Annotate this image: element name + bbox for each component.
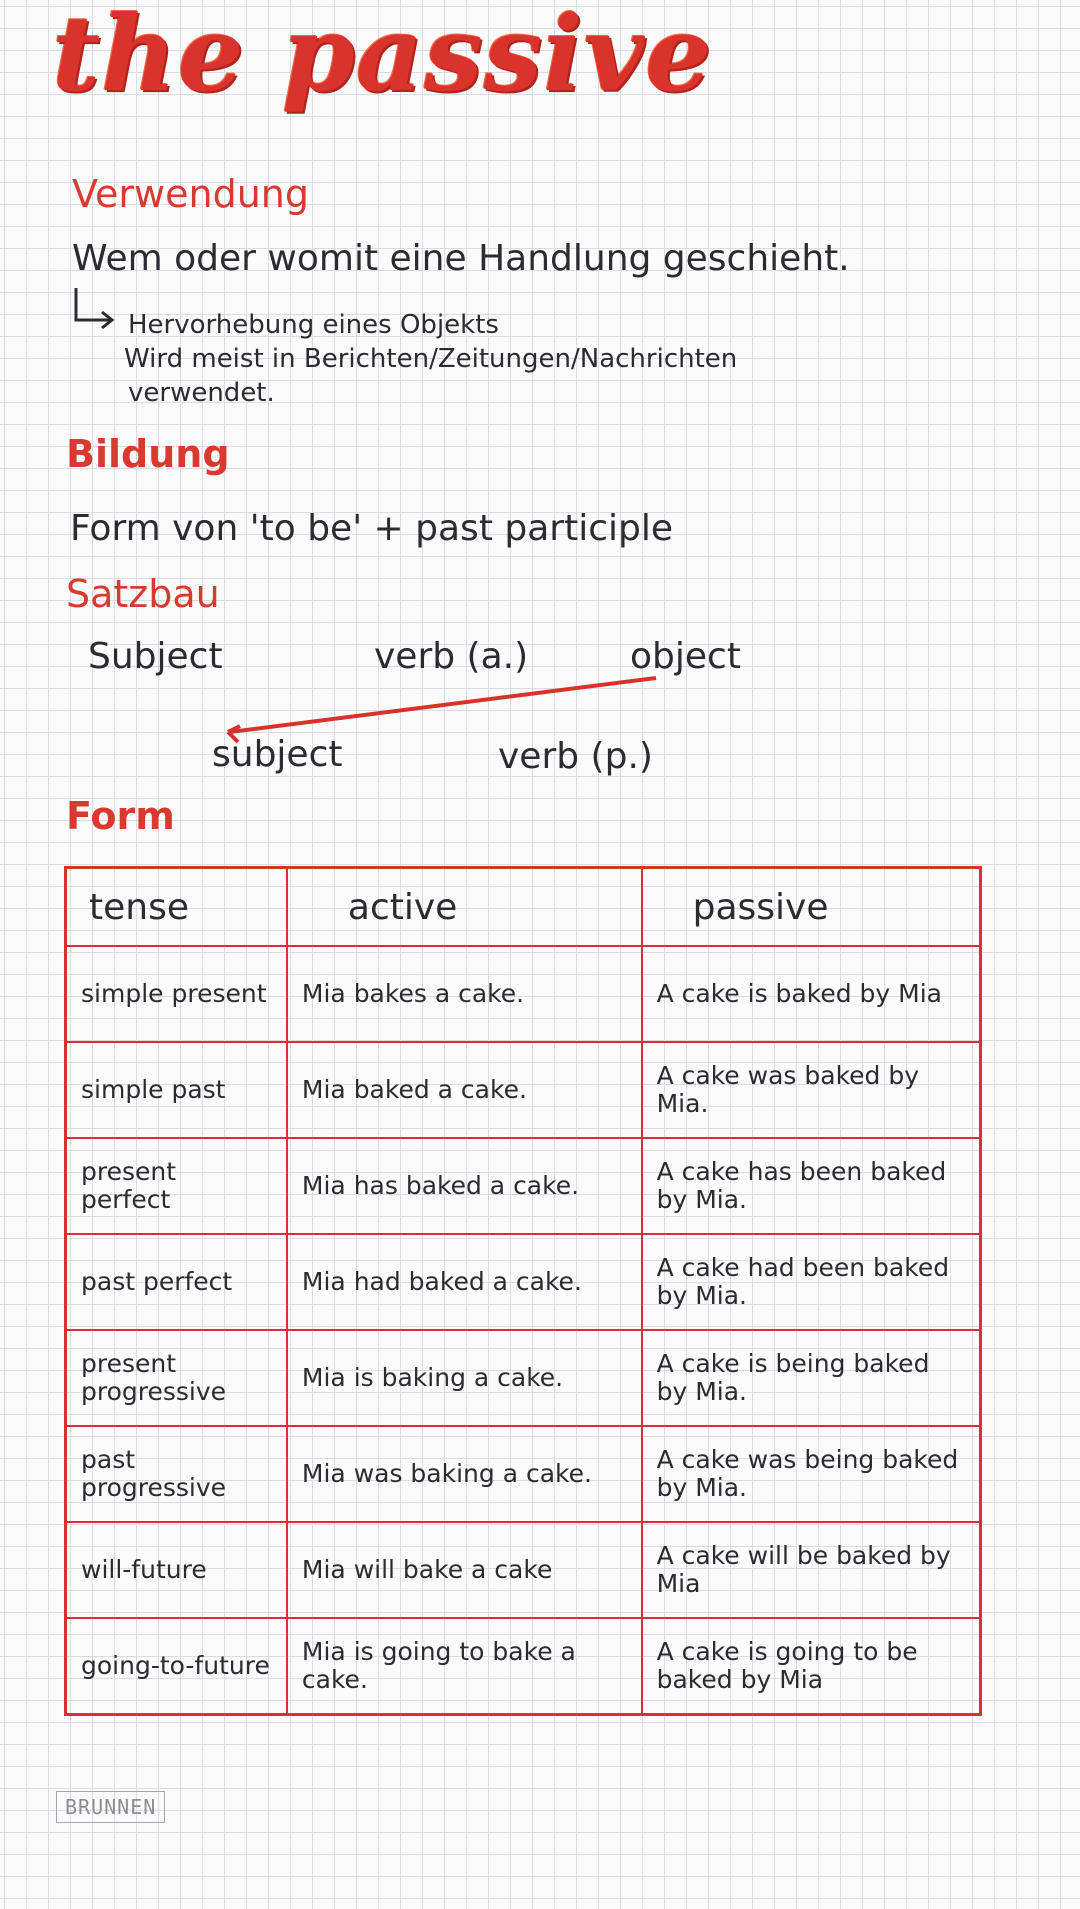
brand-logo: BRUNNEN (56, 1791, 165, 1823)
satzbau-active-object: object (630, 636, 741, 677)
cell-active: Mia is baking a cake. (287, 1330, 642, 1426)
verwendung-line-2: Hervorhebung eines Objekts (128, 310, 499, 340)
heading-bildung: Bildung (66, 432, 230, 476)
heading-form: Form (66, 794, 175, 838)
table-row (66, 1426, 981, 1522)
cell-active: Mia has baked a cake. (287, 1138, 642, 1234)
cell-passive: A cake had been baked by Mia. (642, 1234, 981, 1330)
satzbau-active-subject: Subject (88, 636, 223, 677)
cell-passive: A cake was baked by Mia. (642, 1042, 981, 1138)
page-title: the passive (52, 0, 713, 115)
verwendung-line-3: Wird meist in Berichten/Zeitungen/Nachrichten (124, 344, 738, 374)
cell-active: Mia was baking a cake. (287, 1426, 642, 1522)
table-row (66, 1042, 981, 1138)
table-row (66, 1522, 981, 1618)
cell-active: Mia baked a cake. (287, 1042, 642, 1138)
satzbau-passive-subject: subject (212, 734, 343, 775)
heading-verwendung: Verwendung (72, 172, 309, 216)
table-row (66, 1234, 981, 1330)
table-row (66, 1138, 981, 1234)
cell-active: Mia is going to bake a cake. (287, 1618, 642, 1715)
table-row (66, 946, 981, 1042)
cell-tense: will-future (66, 1522, 287, 1618)
table-header-row (66, 868, 981, 947)
column-header-active: active (287, 868, 642, 947)
column-header-passive: passive (642, 868, 981, 947)
cell-passive: A cake was being baked by Mia. (642, 1426, 981, 1522)
cell-tense: past perfect (66, 1234, 287, 1330)
column-header-tense: tense (66, 868, 287, 947)
table-row (66, 1618, 981, 1715)
cell-tense: simple past (66, 1042, 287, 1138)
cell-tense: going-to-future (66, 1618, 287, 1715)
cell-tense: present progressive (66, 1330, 287, 1426)
cell-passive: A cake will be baked by Mia (642, 1522, 981, 1618)
cell-active: Mia had baked a cake. (287, 1234, 642, 1330)
verwendung-line-1: Wem oder womit eine Handlung geschieht. (72, 238, 850, 279)
cell-tense: present perfect (66, 1138, 287, 1234)
cell-active: Mia will bake a cake (287, 1522, 642, 1618)
verwendung-line-4: verwendet. (128, 378, 275, 408)
heading-satzbau: Satzbau (66, 572, 220, 616)
cell-passive: A cake has been baked by Mia. (642, 1138, 981, 1234)
cell-passive: A cake is going to be baked by Mia (642, 1618, 981, 1715)
bildung-formula: Form von 'to be' + past participle (70, 508, 673, 549)
passive-tense-table (64, 866, 982, 1716)
satzbau-passive-verb: verb (p.) (498, 736, 653, 777)
arrow-icon (66, 286, 126, 334)
cell-tense: simple present (66, 946, 287, 1042)
table-row (66, 1330, 981, 1426)
cell-passive: A cake is being baked by Mia. (642, 1330, 981, 1426)
cell-tense: past progressive (66, 1426, 287, 1522)
cell-active: Mia bakes a cake. (287, 946, 642, 1042)
satzbau-active-verb: verb (a.) (374, 636, 529, 677)
cell-passive: A cake is baked by Mia (642, 946, 981, 1042)
